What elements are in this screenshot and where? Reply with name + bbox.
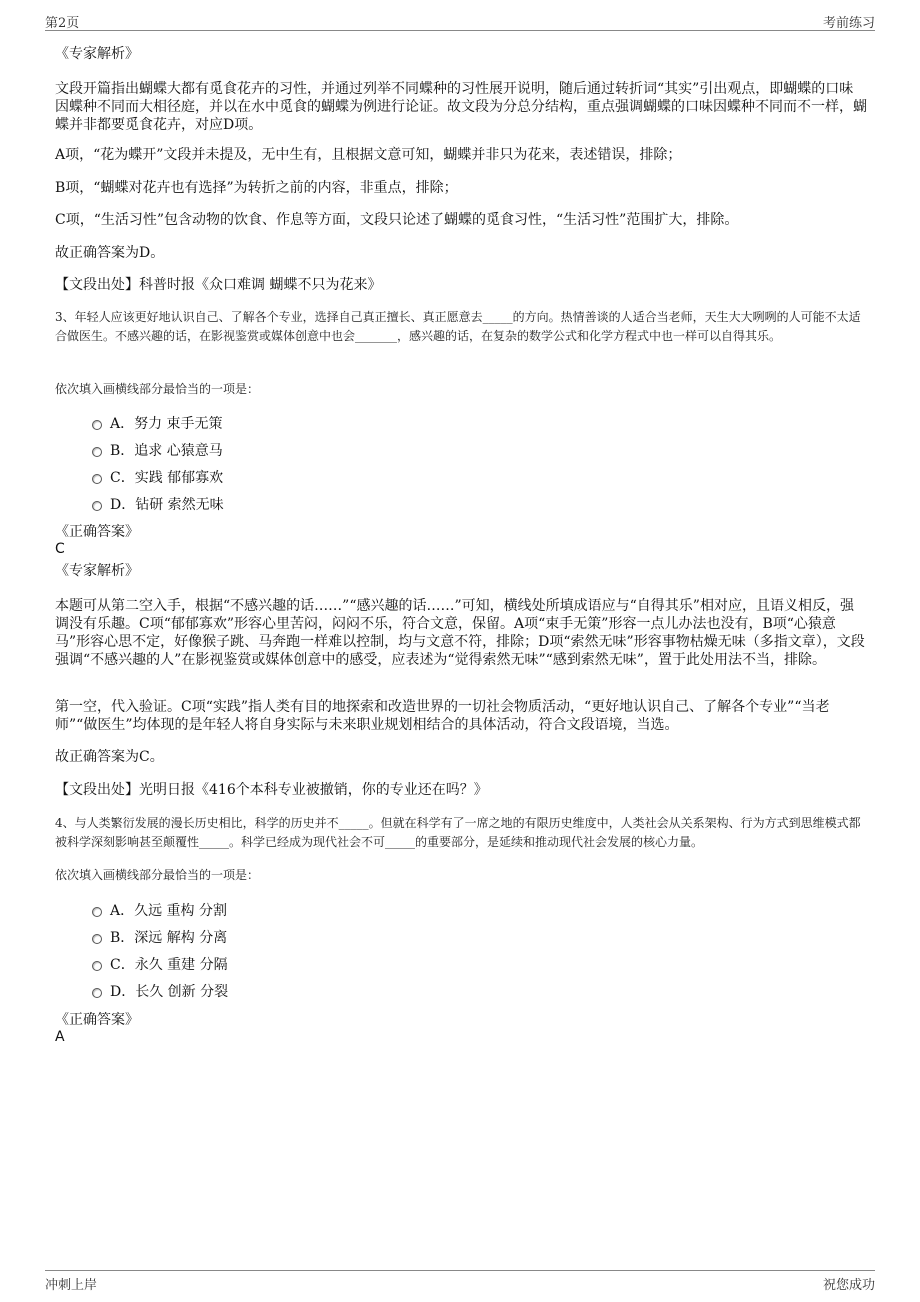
question-4-option-c[interactable] — [92, 956, 228, 974]
option-label: B．深远 解构 分离 — [110, 930, 228, 946]
question-3-option-b[interactable] — [92, 442, 223, 460]
page-header — [45, 10, 875, 31]
analysis-option-b: B项，“蝴蝶对花卉也有选择”为转折之前的内容，非重点，排除； — [55, 180, 458, 196]
analysis-option-a: A项，“花为蝶开”文段并未提及，无中生有，且根据文意可知，蝴蝶并非只为花来，表述错误，排除； — [55, 147, 682, 163]
source: 【文段出处】光明日报《416个本科专业被撤销，你的专业还在吗？》 — [55, 782, 488, 798]
radio-icon[interactable] — [92, 501, 102, 511]
radio-icon[interactable] — [92, 907, 102, 917]
option-label: B．追求 心猿意马 — [110, 443, 223, 459]
option-label: C．实践 郁郁寡欢 — [110, 470, 224, 486]
source: 【文段出处】科普时报《众口难调 蝴蝶不只为花来》 — [55, 277, 382, 293]
question-3-option-d[interactable] — [92, 496, 224, 514]
option-label: D．长久 创新 分裂 — [110, 984, 229, 1000]
correct-answer-label: 《正确答案》 — [55, 524, 139, 540]
correct-answer-label: 《正确答案》 — [55, 1012, 139, 1028]
conclusion: 故正确答案为D。 — [55, 245, 165, 261]
question-4-prompt: 依次填入画横线部分最恰当的一项是： — [55, 868, 260, 882]
question-4-option-b[interactable] — [92, 929, 227, 947]
conclusion: 故正确答案为C。 — [55, 749, 164, 765]
analysis-paragraph: 文段开篇指出蝴蝶大都有觅食花卉的习性，并通过列举不同蝶种的习性展开说明，随后通过转折词“其实”引出观点，即蝴蝶的口味因蝶种不同而大相径庭，并以在水中觅食的蝴蝶为例进行论证。故文段为分总分结构，重点强调蝴蝶的口味因蝶种不同而不一样，蝴蝶并非都要觅食花卉，对应D项。 — [55, 81, 867, 133]
question-3-stem: 3、年轻人应该更好地认识自己、了解各个专业，选择自己真正擅长、真正愿意去_____的方向。热情善谈的人适合当老师，天生大大咧咧的人可能不太适合做医生。不感兴趣的话，在影视鉴赏或媒体创意中也会_______，感兴趣的话，在复杂的数学公式和化学方程式中也一样可以自得其乐。 — [55, 310, 861, 343]
page-footer — [45, 1270, 875, 1295]
option-label: A．久远 重构 分割 — [110, 903, 228, 919]
option-label: D．钻研 索然无味 — [110, 497, 224, 513]
analysis-paragraph: 本题可从第二空入手，根据“不感兴趣的话……”“感兴趣的话……”可知，横线处所填成语应与“自得其乐”相对应，且语义相反，强调没有乐趣。C项“郁郁寡欢”形容心里苦闷，闷闷不乐，符合文意，保留。A项“束手无策”形容一点儿办法也没有，B项“心猿意马”形容心思不定，好像猴子跳、马奔跑一样难以控制，均与文意不符，排除；D项“索然无味”形容事物枯燥无味（多指文章），文段强调“不感兴趣的人”在影视鉴赏或媒体创意中的感受，应表述为“觉得索然无味”“感到索然无味”，置于此处用法不当，排除。 — [55, 598, 865, 668]
radio-icon[interactable] — [92, 420, 102, 430]
option-label: A．努力 束手无策 — [110, 416, 223, 432]
analysis-paragraph: 第一空，代入验证。C项“实践”指人类有目的地探索和改造世界的一切社会物质活动，“更好地认识自己、了解各个专业”“当老师”“做医生”均体现的是年轻人将自身实际与未来职业规划相结合的具体活动，符合文段语境，当选。 — [55, 699, 830, 733]
question-3-option-a[interactable] — [92, 415, 223, 433]
footer-right: 祝您成功 — [822, 1278, 875, 1293]
page-number: 第2页 — [45, 16, 80, 31]
footer-left: 冲刺上岸 — [45, 1278, 98, 1293]
analysis-option-c: C项，“生活习性”包含动物的饮食、作息等方面，文段只论述了蝴蝶的觅食习性，“生活习性”范围扩大，排除。 — [55, 212, 739, 228]
header-title: 考前练习 — [822, 16, 875, 31]
question-4-option-d[interactable] — [92, 983, 228, 1001]
question-3-option-c[interactable] — [92, 469, 223, 487]
radio-icon[interactable] — [92, 934, 102, 944]
expert-analysis-label: 《专家解析》 — [55, 563, 139, 579]
radio-icon[interactable] — [92, 447, 102, 457]
question-3-prompt: 依次填入画横线部分最恰当的一项是： — [55, 382, 260, 396]
radio-icon[interactable] — [92, 988, 102, 998]
option-label: C．永久 重建 分隔 — [110, 957, 228, 973]
correct-answer: A — [55, 1029, 65, 1045]
expert-analysis-label: 《专家解析》 — [55, 46, 139, 62]
question-4-option-a[interactable] — [92, 902, 227, 920]
radio-icon[interactable] — [92, 474, 102, 484]
correct-answer: C — [55, 541, 65, 557]
radio-icon[interactable] — [92, 961, 102, 971]
question-4-stem: 4、与人类繁衍发展的漫长历史相比，科学的历史并不_____。但就在科学有了一席之地的有限历史维度中，人类社会从关系架构、行为方式到思维模式都被科学深刻影响甚至颠覆性_____。科学已经成为现代社会不可_____的重要部分，是延续和推动现代社会发展的核心力量。 — [55, 816, 861, 849]
